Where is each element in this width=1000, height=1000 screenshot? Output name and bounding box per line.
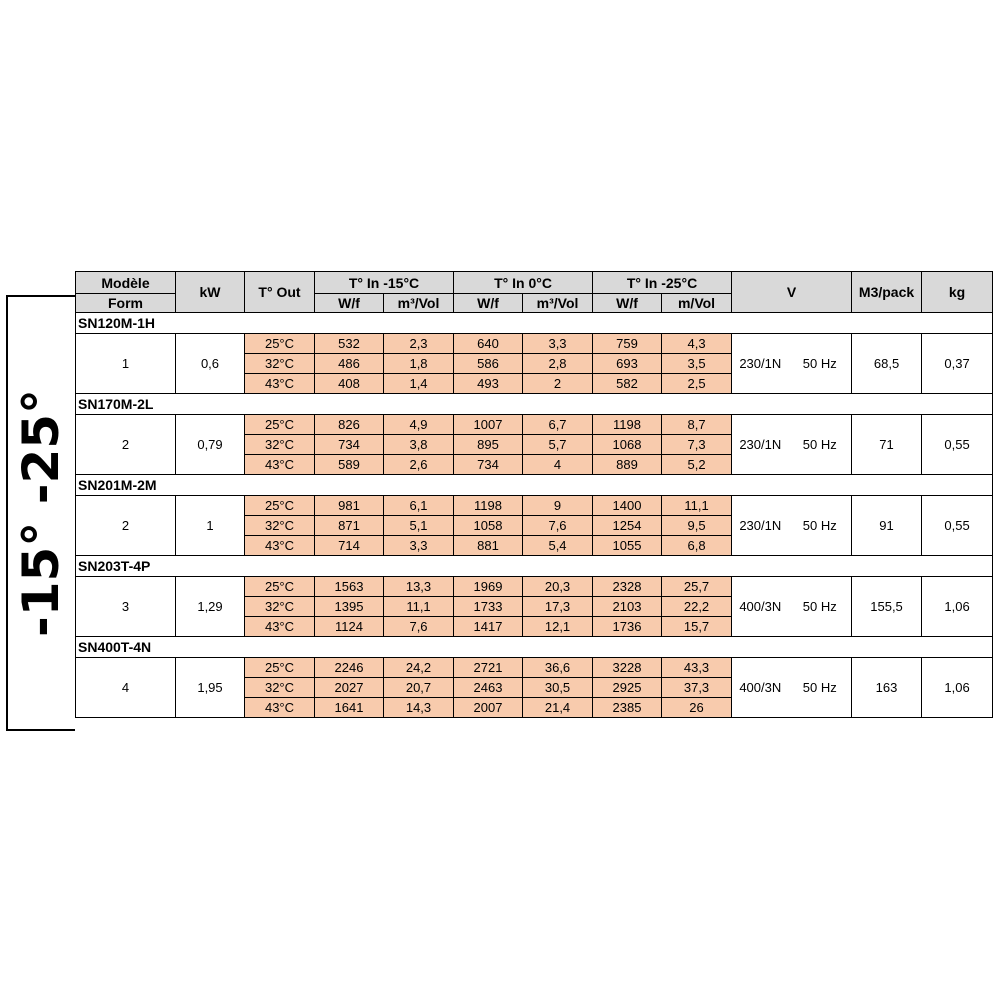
header-form: Form [76,294,176,313]
wf-minus25-cell: 1198 [593,415,662,435]
tout-cell: 32°C [245,597,315,617]
empty-cell [852,637,922,658]
vol-minus25-cell: 2,5 [662,374,732,394]
wf-minus25-cell: 1400 [593,496,662,516]
empty-cell [789,556,852,577]
header-row-1 [76,272,993,294]
vol-0-cell: 17,3 [523,597,593,617]
vol-minus25-cell: 22,2 [662,597,732,617]
vol-minus15-cell: 3,3 [384,536,454,556]
vol-minus15-cell: 20,7 [384,678,454,698]
wf-minus15-cell: 1395 [315,597,384,617]
vol-minus15-cell: 1,4 [384,374,454,394]
vol-minus25-cell: 8,7 [662,415,732,435]
empty-cell [523,475,593,496]
vol-minus25-cell: 11,1 [662,496,732,516]
empty-cell [593,313,662,334]
vol-minus25-cell: 6,8 [662,536,732,556]
temperature-range-panel [6,295,75,731]
vol-0-cell: 3,3 [523,334,593,354]
vol-minus15-cell: 7,6 [384,617,454,637]
kw-cell: 0,6 [176,334,245,394]
wf-minus15-cell: 532 [315,334,384,354]
wf-minus15-cell: 589 [315,455,384,475]
kg-cell: 1,06 [922,577,993,637]
empty-cell [789,394,852,415]
empty-cell [384,556,454,577]
vol-0-cell: 4 [523,455,593,475]
wf-minus15-cell: 486 [315,354,384,374]
empty-cell [852,556,922,577]
wf-minus15-cell: 2246 [315,658,384,678]
model-name: SN400T-4N [76,637,176,658]
model-name-row [76,394,993,415]
empty-cell [732,394,789,415]
vol-minus25-cell: 4,3 [662,334,732,354]
vol-minus25-cell: 5,2 [662,455,732,475]
empty-cell [315,475,384,496]
tout-cell: 32°C [245,354,315,374]
vol-minus25-cell: 26 [662,698,732,718]
vol-0-cell: 21,4 [523,698,593,718]
header-kw: kW [176,272,245,313]
frequency-cell: 50 Hz [789,658,852,718]
empty-cell [384,313,454,334]
m3pack-cell: 155,5 [852,577,922,637]
empty-cell [315,394,384,415]
header-model: Modèle [76,272,176,294]
tout-cell: 43°C [245,617,315,637]
model-name-row [76,637,993,658]
tout-cell: 32°C [245,435,315,455]
vol-0-cell: 9 [523,496,593,516]
header-wf-minus15: W/f [315,294,384,313]
empty-cell [176,313,245,334]
frequency-cell: 50 Hz [789,334,852,394]
kw-cell: 1 [176,496,245,556]
vol-minus15-cell: 24,2 [384,658,454,678]
form-cell: 2 [76,415,176,475]
header-m3pack: M3/pack [852,272,922,313]
table-row [76,415,993,435]
wf-minus25-cell: 889 [593,455,662,475]
empty-cell [454,556,523,577]
empty-cell [593,475,662,496]
wf-0-cell: 1733 [454,597,523,617]
table-row [76,658,993,678]
empty-cell [922,394,993,415]
vol-minus15-cell: 13,3 [384,577,454,597]
empty-cell [176,394,245,415]
wf-0-cell: 1969 [454,577,523,597]
wf-0-cell: 2463 [454,678,523,698]
empty-cell [593,394,662,415]
empty-cell [732,313,789,334]
kg-cell: 0,55 [922,415,993,475]
frequency-cell: 50 Hz [789,577,852,637]
spec-table-body [76,313,993,718]
wf-minus25-cell: 2385 [593,698,662,718]
vol-0-cell: 36,6 [523,658,593,678]
header-tin-minus25: T° In -25°C [593,272,732,294]
empty-cell [732,475,789,496]
model-name: SN203T-4P [76,556,176,577]
table-row [76,334,993,354]
tout-cell: 25°C [245,577,315,597]
vol-minus15-cell: 5,1 [384,516,454,536]
frequency-cell: 50 Hz [789,415,852,475]
wf-minus15-cell: 734 [315,435,384,455]
vol-minus25-cell: 9,5 [662,516,732,536]
vol-minus15-cell: 14,3 [384,698,454,718]
voltage-cell: 400/3N [732,658,789,718]
header-vol-0: m³/Vol [523,294,593,313]
vol-minus25-cell: 25,7 [662,577,732,597]
wf-0-cell: 1058 [454,516,523,536]
wf-0-cell: 734 [454,455,523,475]
empty-cell [245,313,315,334]
header-wf-0: W/f [454,294,523,313]
vol-minus15-cell: 6,1 [384,496,454,516]
wf-minus15-cell: 981 [315,496,384,516]
wf-0-cell: 881 [454,536,523,556]
wf-minus25-cell: 1055 [593,536,662,556]
wf-minus25-cell: 759 [593,334,662,354]
kw-cell: 1,29 [176,577,245,637]
table-row [76,577,993,597]
wf-minus15-cell: 714 [315,536,384,556]
empty-cell [662,637,732,658]
empty-cell [176,556,245,577]
tout-cell: 25°C [245,415,315,435]
empty-cell [662,475,732,496]
empty-cell [176,475,245,496]
frequency-cell: 50 Hz [789,496,852,556]
wf-minus25-cell: 3228 [593,658,662,678]
m3pack-cell: 91 [852,496,922,556]
tout-cell: 25°C [245,496,315,516]
form-cell: 1 [76,334,176,394]
wf-minus15-cell: 1563 [315,577,384,597]
empty-cell [523,556,593,577]
wf-minus25-cell: 1736 [593,617,662,637]
empty-cell [454,637,523,658]
wf-0-cell: 895 [454,435,523,455]
model-name-row [76,313,993,334]
kg-cell: 0,55 [922,496,993,556]
wf-0-cell: 640 [454,334,523,354]
empty-cell [662,556,732,577]
wf-minus25-cell: 1068 [593,435,662,455]
tout-cell: 43°C [245,698,315,718]
wf-minus15-cell: 408 [315,374,384,394]
vol-minus25-cell: 15,7 [662,617,732,637]
empty-cell [732,637,789,658]
form-cell: 3 [76,577,176,637]
empty-cell [789,475,852,496]
wf-minus15-cell: 1641 [315,698,384,718]
wf-0-cell: 1007 [454,415,523,435]
header-vol-minus15: m³/Vol [384,294,454,313]
m3pack-cell: 71 [852,415,922,475]
vol-0-cell: 30,5 [523,678,593,698]
voltage-cell: 230/1N [732,334,789,394]
empty-cell [176,637,245,658]
vol-minus15-cell: 11,1 [384,597,454,617]
empty-cell [523,313,593,334]
vol-minus25-cell: 3,5 [662,354,732,374]
m3pack-cell: 68,5 [852,334,922,394]
empty-cell [922,475,993,496]
tout-cell: 43°C [245,536,315,556]
empty-cell [732,556,789,577]
empty-cell [315,556,384,577]
kg-cell: 0,37 [922,334,993,394]
empty-cell [245,556,315,577]
vol-0-cell: 2,8 [523,354,593,374]
model-name: SN120M-1H [76,313,176,334]
vol-0-cell: 2 [523,374,593,394]
wf-minus25-cell: 693 [593,354,662,374]
vol-minus15-cell: 4,9 [384,415,454,435]
empty-cell [454,475,523,496]
wf-0-cell: 1417 [454,617,523,637]
vol-0-cell: 20,3 [523,577,593,597]
kw-cell: 0,79 [176,415,245,475]
wf-minus25-cell: 2103 [593,597,662,617]
voltage-cell: 230/1N [732,496,789,556]
wf-minus15-cell: 871 [315,516,384,536]
vol-minus25-cell: 37,3 [662,678,732,698]
empty-cell [454,313,523,334]
empty-cell [384,475,454,496]
tout-cell: 32°C [245,516,315,536]
temperature-range-label: -15° -25° [12,388,71,638]
empty-cell [789,313,852,334]
kw-cell: 1,95 [176,658,245,718]
header-tout: T° Out [245,272,315,313]
model-name: SN170M-2L [76,394,176,415]
empty-cell [922,313,993,334]
model-name-row [76,475,993,496]
empty-cell [315,637,384,658]
header-tin-0: T° In 0°C [454,272,593,294]
empty-cell [384,394,454,415]
empty-cell [315,313,384,334]
form-cell: 4 [76,658,176,718]
wf-minus15-cell: 1124 [315,617,384,637]
tout-cell: 25°C [245,334,315,354]
vol-0-cell: 7,6 [523,516,593,536]
tout-cell: 43°C [245,374,315,394]
spec-table [75,271,993,718]
vol-minus15-cell: 2,3 [384,334,454,354]
empty-cell [662,394,732,415]
vol-0-cell: 5,4 [523,536,593,556]
wf-minus15-cell: 826 [315,415,384,435]
voltage-cell: 230/1N [732,415,789,475]
vol-0-cell: 6,7 [523,415,593,435]
tout-cell: 32°C [245,678,315,698]
model-name-row [76,556,993,577]
wf-minus25-cell: 582 [593,374,662,394]
empty-cell [789,637,852,658]
wf-minus15-cell: 2027 [315,678,384,698]
voltage-cell: 400/3N [732,577,789,637]
vol-minus25-cell: 43,3 [662,658,732,678]
empty-cell [454,394,523,415]
wf-0-cell: 2721 [454,658,523,678]
header-tin-minus15: T° In -15°C [315,272,454,294]
empty-cell [593,556,662,577]
form-cell: 2 [76,496,176,556]
wf-0-cell: 1198 [454,496,523,516]
empty-cell [245,475,315,496]
empty-cell [852,475,922,496]
empty-cell [245,637,315,658]
wf-minus25-cell: 2925 [593,678,662,698]
m3pack-cell: 163 [852,658,922,718]
empty-cell [384,637,454,658]
empty-cell [662,313,732,334]
model-name: SN201M-2M [76,475,176,496]
empty-cell [523,394,593,415]
header-vol-minus25: m/Vol [662,294,732,313]
vol-0-cell: 5,7 [523,435,593,455]
empty-cell [852,313,922,334]
vol-minus15-cell: 3,8 [384,435,454,455]
empty-cell [922,556,993,577]
vol-minus15-cell: 1,8 [384,354,454,374]
wf-0-cell: 493 [454,374,523,394]
empty-cell [922,637,993,658]
vol-0-cell: 12,1 [523,617,593,637]
empty-cell [523,637,593,658]
table-row [76,496,993,516]
wf-minus25-cell: 2328 [593,577,662,597]
empty-cell [852,394,922,415]
wf-0-cell: 586 [454,354,523,374]
wf-0-cell: 2007 [454,698,523,718]
vol-minus15-cell: 2,6 [384,455,454,475]
vol-minus25-cell: 7,3 [662,435,732,455]
tout-cell: 43°C [245,455,315,475]
tout-cell: 25°C [245,658,315,678]
header-voltage: V [732,272,852,313]
empty-cell [593,637,662,658]
empty-cell [245,394,315,415]
wf-minus25-cell: 1254 [593,516,662,536]
header-wf-minus25: W/f [593,294,662,313]
header-kg: kg [922,272,993,313]
kg-cell: 1,06 [922,658,993,718]
